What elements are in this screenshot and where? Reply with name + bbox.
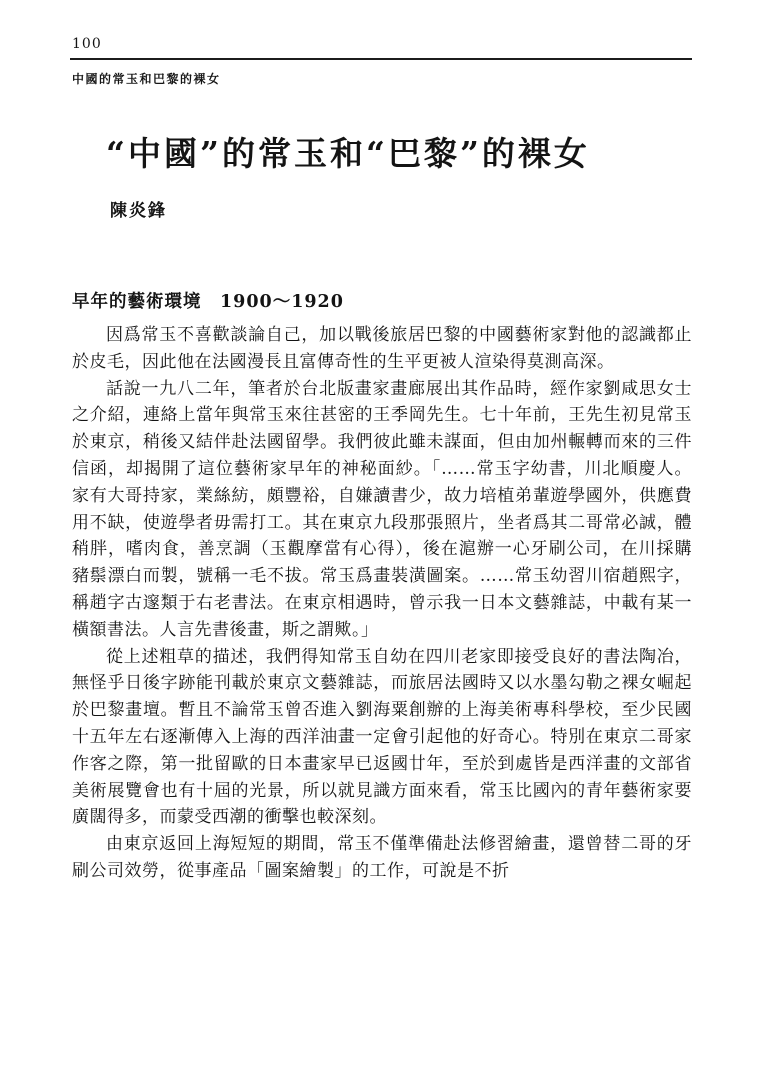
header-rule bbox=[70, 58, 692, 60]
section-heading: 早年的藝術環境 1900～1920 bbox=[72, 292, 344, 312]
running-header: 中國的常玉和巴黎的裸女 bbox=[72, 72, 221, 86]
paragraph-1: 因爲常玉不喜歡談論自己，加以戰後旅居巴黎的中國藝術家對他的認識都止於皮毛，因此他在法國漫長且富傳奇性的生平更被人渲染得莫測高深。 bbox=[72, 325, 692, 372]
paragraph-3: 從上述粗草的描述，我們得知常玉自幼在四川老家即接受良好的書法陶冶，無怪乎日後字跡能刊載於東京文藝雜誌，而旅居法國時又以水墨勾勒之裸女崛起於巴黎畫壇。暫且不論常玉曾否進入劉海粟創辦的上海美術專科學校，至少民國十五年左右逐漸傳入上海的西洋油畫一定會引起他的好奇心。特別在東京二哥家作客之際，第一批留歐的日本畫家早已返國廿年，至於到處皆是西洋畫的文部省美術展覽會也有十屆的光景，所以就見識方面來看，常玉比國內的青年藝術家要廣闊得多，而蒙受西潮的衝擊也較深刻。 bbox=[72, 646, 692, 828]
article-body bbox=[72, 322, 692, 885]
article-title: “中國”的常玉和“巴黎”的裸女 bbox=[106, 134, 590, 173]
article-author: 陳炎鋒 bbox=[110, 201, 167, 221]
paragraph-2: 話說一九八二年，筆者於台北版畫家畫廊展出其作品時，經作家劉咸思女士之介紹，連絡上當年與常玉來往甚密的王季岡先生。七十年前，王先生初見常玉於東京，稍後又結伴赴法國留學。我們彼此雖未謀面，但由加州輾轉而來的三件信函，却揭開了這位藝術家早年的神秘面紗。「……常玉字幼書，川北順慶人。家有大哥持家，業絲紡，頗豐裕，自嫌讀書少，故力培植弟輩遊學國外，供應費用不缺，使遊學者毋需打工。其在東京九段那張照片，坐者爲其二哥常必誠，體稍胖，嗜肉食，善烹調（玉觀摩當有心得），後在滬辦一心牙刷公司，在川採購豬鬃漂白而製，號稱一毛不拔。常玉爲畫裝潢圖案。……常玉幼習川宿趙熙字，稱趙字古邃類于右老書法。在東京相遇時，曾示我一日本文藝雜誌，中載有某一橫額書法。人言先書後畫，斯之謂歟。」 bbox=[72, 378, 692, 640]
paragraph-4: 由東京返回上海短短的期間，常玉不僅準備赴法修習繪畫，還曾替二哥的牙刷公司效勞，從事產品「圖案繪製」的工作，可說是不折 bbox=[72, 834, 692, 881]
page-number: 100 bbox=[72, 36, 102, 52]
